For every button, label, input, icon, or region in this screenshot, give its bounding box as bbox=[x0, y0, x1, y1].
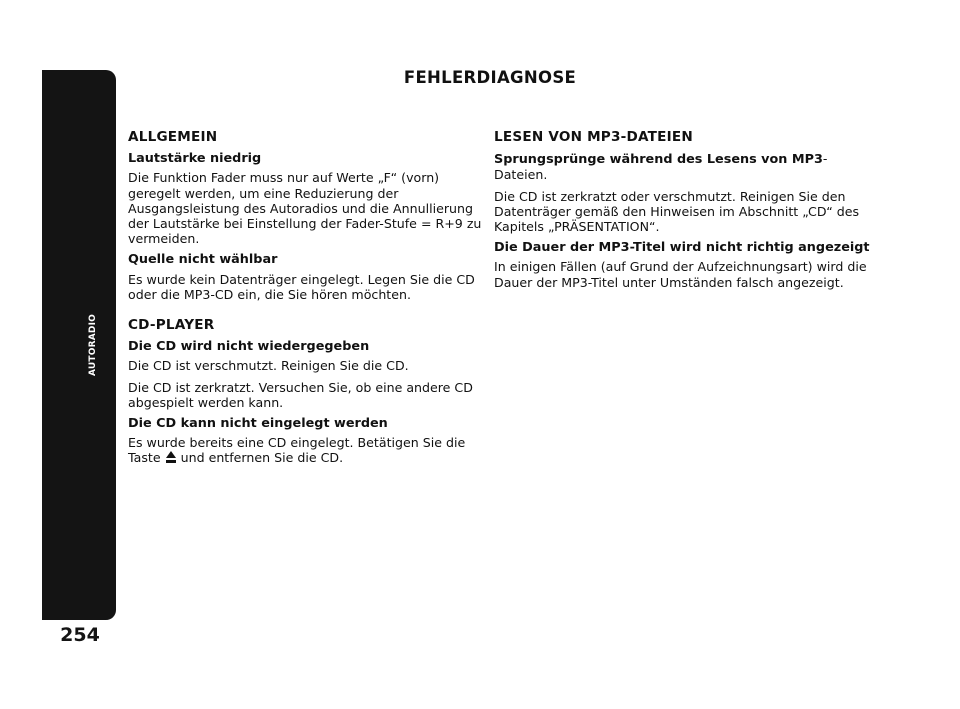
item-heading-volume-low: Lautstärke niedrig bbox=[128, 151, 262, 167]
paragraph-eject-text-b: und entfernen Sie die CD. bbox=[180, 450, 344, 466]
sidebar-label: AUTORADIO bbox=[88, 314, 98, 376]
paragraph-cd-already-inserted bbox=[128, 435, 486, 465]
section-heading-mp3: LESEN VON MP3-DATEIEN bbox=[494, 129, 693, 145]
paragraph-eject-text-a: Es wurde bereits eine CD eingelegt. Betätigen Sie die Taste bbox=[128, 435, 466, 466]
sidebar-tab bbox=[42, 70, 116, 620]
item-heading-source-not-selectable: Quelle nicht wählbar bbox=[128, 252, 278, 268]
page-number: 254 bbox=[60, 624, 100, 646]
item-heading-mp3-skips-bold: Sprungsprünge während des Lesens von MP3 bbox=[494, 152, 823, 168]
item-heading-cd-not-playing: Die CD wird nicht wiedergegeben bbox=[128, 339, 370, 355]
item-heading-mp3-duration: Die Dauer der MP3-Titel wird nicht richtig angezeigt bbox=[494, 240, 870, 256]
paragraph-cd-scratched: Die CD ist zerkratzt. Versuchen Sie, ob eine andere CD abgespielt werden kann. bbox=[128, 379, 473, 410]
eject-icon bbox=[166, 451, 176, 463]
paragraph-mp3-duration: In einigen Fällen (auf Grund der Aufzeichnungsart) wird die Dauer der MP3-Titel unter Umständen falsch angezeigt. bbox=[494, 259, 867, 290]
paragraph-volume-low: Die Funktion Fader muss nur auf Werte „F“ (vorn) geregelt werden, um eine Reduzierung der Ausgangsleistung des Autoradios und die Annullierung der Lautstärke bei Einstellung der Fader-Stufe = R+9 zu vermeiden. bbox=[128, 170, 482, 247]
paragraph-source-not-selectable: Es wurde kein Datenträger eingelegt. Legen Sie die CD oder die MP3-CD ein, die Sie hören möchten. bbox=[128, 271, 475, 302]
section-heading-cd-player: CD-PLAYER bbox=[128, 317, 215, 334]
paragraph-mp3-scratched: Die CD ist zerkratzt oder verschmutzt. Reinigen Sie den Datenträger gemäß den Hinweisen im Abschnitt „CD“ des Kapitels „PRÄSENTATION“. bbox=[494, 188, 860, 235]
paragraph-cd-dirty: Die CD ist verschmutzt. Reinigen Sie die CD. bbox=[128, 358, 409, 374]
section-heading-allgemein: ALLGEMEIN bbox=[128, 129, 218, 145]
page-title: FEHLERDIAGNOSE bbox=[403, 68, 577, 87]
item-heading-mp3-skips bbox=[494, 151, 874, 182]
item-heading-cd-cannot-insert: Die CD kann nicht eingelegt werden bbox=[128, 416, 388, 432]
left-column bbox=[128, 130, 486, 472]
right-column bbox=[494, 130, 874, 296]
item-heading-mp3-skips-tail: -Dateien. bbox=[494, 151, 828, 183]
